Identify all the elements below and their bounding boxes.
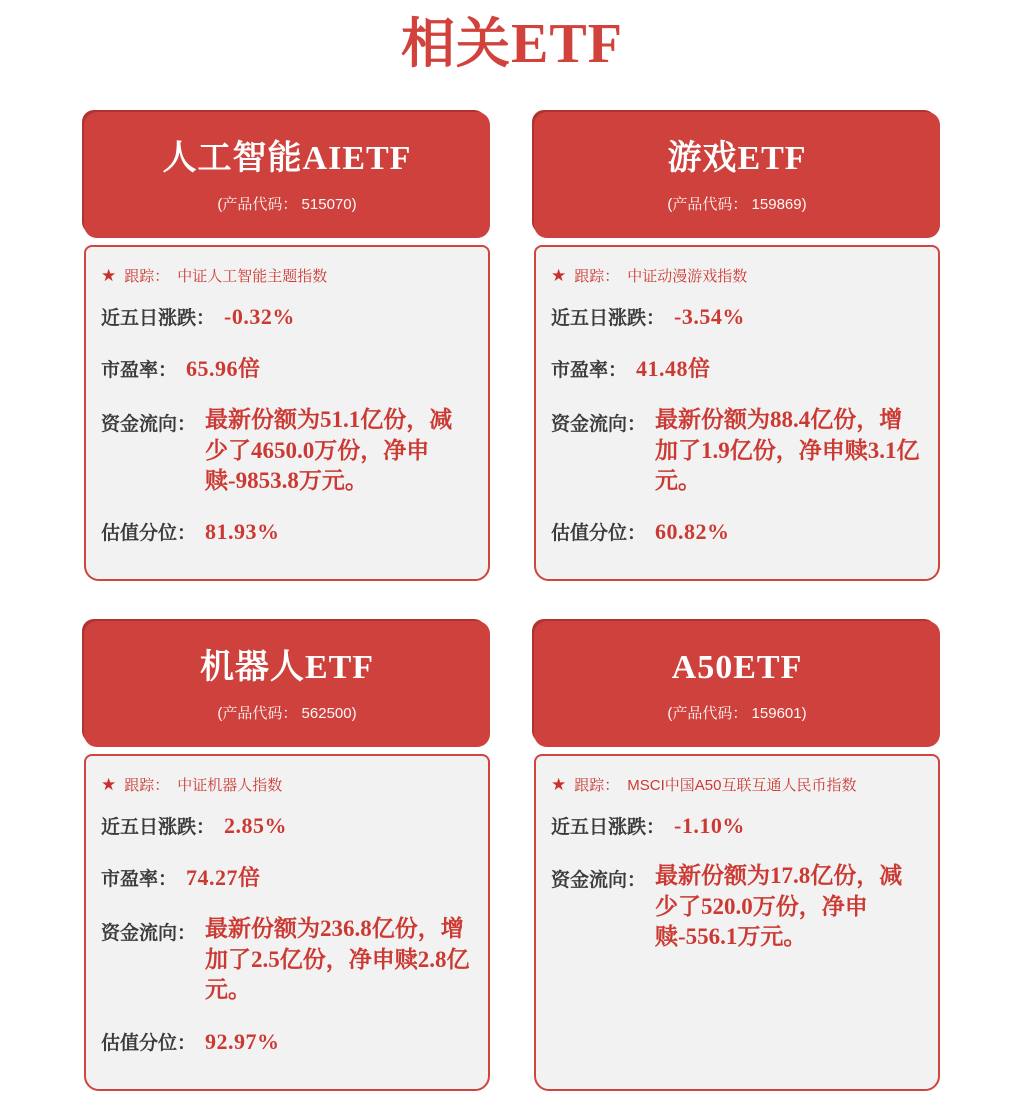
pe-row (551, 352, 924, 383)
pe-row (101, 352, 474, 383)
card-header (84, 621, 490, 747)
star-icon: ★ (101, 266, 117, 286)
track-row (551, 774, 924, 795)
card-title (94, 647, 480, 688)
change-value: -3.54% (674, 304, 745, 330)
change-row (101, 812, 474, 839)
etf-card-robot (84, 621, 490, 1090)
card-title-en: AIETF (302, 140, 412, 178)
track-index: 中证动漫游戏指数 (627, 268, 748, 286)
flow-value: 最新份额为51.1亿份，减少了4650.0万份，净申赎-9853.8万元。 (205, 407, 453, 494)
valuation-value: 81.93% (205, 519, 280, 545)
card-title (544, 647, 930, 688)
change-label: 近五日涨跌： (551, 308, 666, 330)
card-title-en: A50ETF (671, 649, 803, 687)
star-icon: ★ (551, 775, 567, 795)
card-header (534, 112, 940, 238)
valuation-row (551, 518, 924, 545)
pe-label: 市盈率： (101, 869, 178, 891)
flow-label: 资金流向： (551, 870, 647, 892)
page-title-en: ETF (511, 13, 623, 75)
card-title-zh: 游戏 (667, 139, 738, 178)
track-label: 跟踪： (124, 777, 170, 795)
card-title-zh: 人工智能 (162, 139, 303, 178)
flow-row (551, 405, 924, 496)
change-row (101, 303, 474, 330)
pe-value: 74.27倍 (186, 865, 261, 891)
flow-label: 资金流向： (101, 414, 197, 436)
flow-value: 最新份额为17.8亿份，减少了520.0万份，净申赎-556.1万元。 (655, 863, 903, 950)
product-code: (产品代码： 159601) (667, 705, 807, 723)
flow-row (101, 405, 474, 496)
track-label: 跟踪： (574, 777, 620, 795)
track-row (101, 265, 474, 286)
valuation-value: 92.97% (205, 1028, 280, 1054)
track-index: MSCI中国A50互联互通人民币指数 (627, 777, 857, 795)
star-icon: ★ (551, 266, 567, 286)
pe-label: 市盈率： (101, 360, 178, 382)
etf-cards-grid (0, 76, 1024, 1112)
valuation-row (101, 518, 474, 545)
etf-card-ai (84, 112, 490, 581)
valuation-label: 估值分位： (101, 1032, 197, 1054)
card-title-en: ETF (304, 649, 375, 687)
star-icon: ★ (101, 775, 117, 795)
track-label: 跟踪： (574, 268, 620, 286)
flow-value: 最新份额为236.8亿份，增加了2.5亿份，净申赎2.8亿元。 (205, 916, 470, 1003)
pe-row (101, 861, 474, 892)
card-header (534, 621, 940, 747)
track-index: 中证机器人指数 (177, 777, 283, 795)
card-title-zh: 机器人 (199, 648, 305, 687)
change-row (551, 303, 924, 330)
flow-value: 最新份额为88.4亿份，增加了1.9亿份，净申赎3.1亿元。 (655, 407, 920, 494)
flow-row (101, 914, 474, 1005)
track-row (101, 774, 474, 795)
etf-card-game (534, 112, 940, 581)
change-row (551, 812, 924, 839)
page-title (0, 0, 1024, 76)
change-label: 近五日涨跌： (101, 308, 216, 330)
flow-label: 资金流向： (101, 923, 197, 945)
card-title-en: ETF (737, 140, 807, 178)
flow-label: 资金流向： (551, 414, 647, 436)
product-code: (产品代码： 159869) (667, 196, 807, 214)
track-label: 跟踪： (124, 268, 170, 286)
card-body (534, 245, 940, 581)
pe-label: 市盈率： (551, 360, 628, 382)
change-label: 近五日涨跌： (101, 817, 216, 839)
valuation-label: 估值分位： (101, 523, 197, 545)
valuation-row (101, 1028, 474, 1055)
track-row (551, 265, 924, 286)
valuation-label: 估值分位： (551, 523, 647, 545)
change-value: 2.85% (224, 813, 288, 839)
card-body (84, 245, 490, 581)
card-body (84, 754, 490, 1090)
pe-value: 65.96倍 (186, 356, 261, 382)
change-value: -1.10% (674, 813, 745, 839)
valuation-value: 60.82% (655, 519, 730, 545)
product-code: (产品代码： 562500) (217, 705, 357, 723)
card-body (534, 754, 940, 1090)
product-code: (产品代码： 515070) (217, 196, 357, 214)
track-index: 中证人工智能主题指数 (177, 268, 328, 286)
change-value: -0.32% (224, 304, 295, 330)
flow-row (551, 861, 924, 952)
page-title-zh: 相关 (401, 14, 512, 74)
card-title (94, 138, 480, 179)
card-title (544, 138, 930, 179)
etf-card-a50 (534, 621, 940, 1090)
card-header (84, 112, 490, 238)
change-label: 近五日涨跌： (551, 817, 666, 839)
pe-value: 41.48倍 (636, 356, 711, 382)
